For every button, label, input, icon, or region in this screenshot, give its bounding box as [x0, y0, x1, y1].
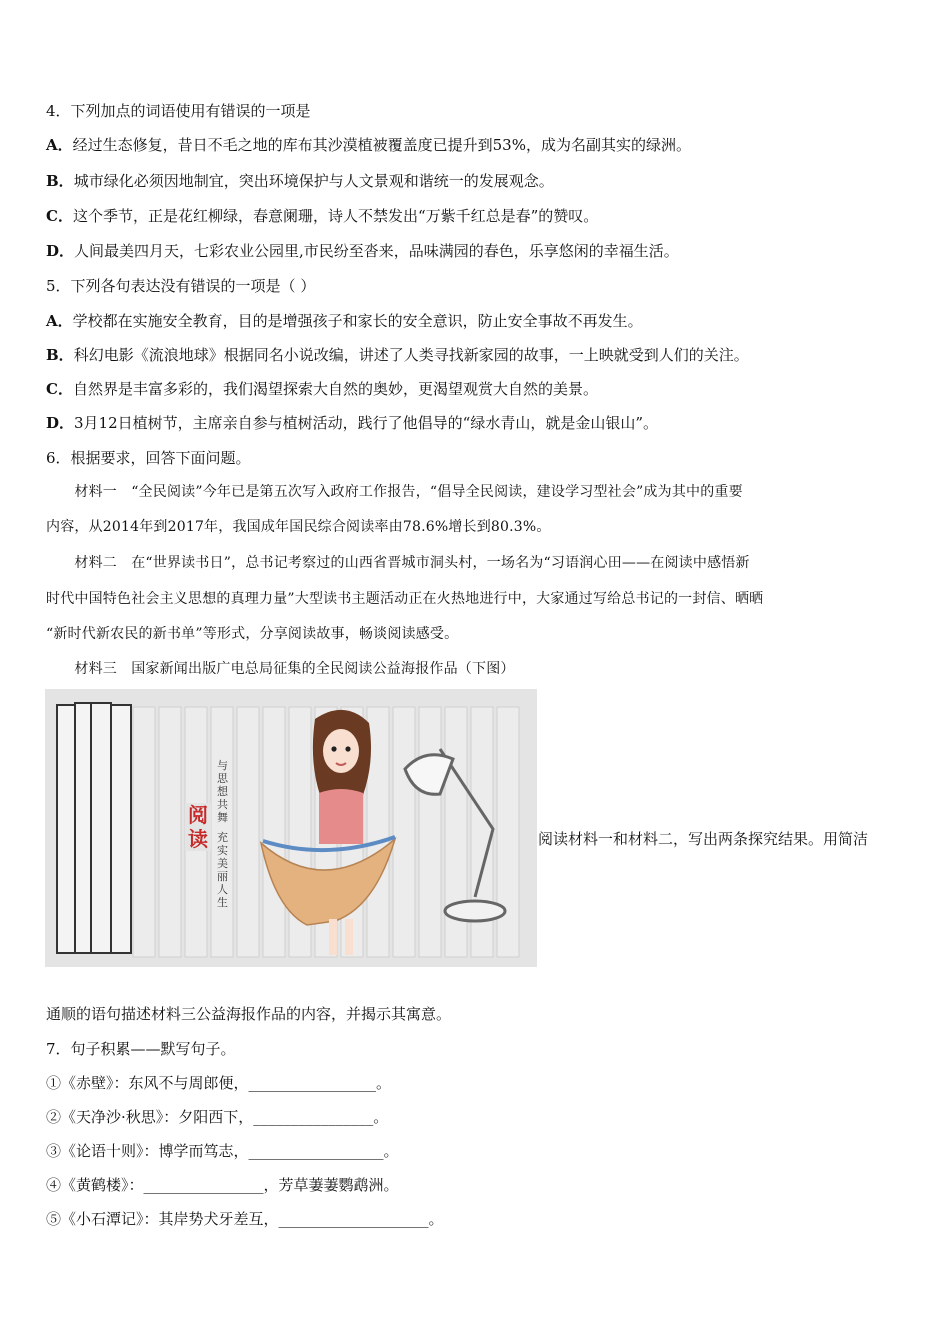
option-label: C．: [46, 380, 73, 398]
option-text: 城市绿化必须因地制宜，突出环境保护与人文景观和谐统一的发展观念。: [73, 172, 554, 190]
option-label: B．: [46, 172, 74, 190]
q6-task-text: 阅读材料一和材料二，写出两条探究结果。用简洁: [538, 830, 869, 848]
option-label: C．: [46, 207, 73, 225]
q6-stem: 6．根据要求，回答下面问题。: [46, 449, 251, 467]
q5-stem: 5．下列各句表达没有错误的一项是（ ）: [46, 277, 316, 295]
q7-item-5: ⑤《小石潭记》：其岸势犬牙差互，____________________。: [46, 1210, 444, 1228]
poster-vertical-text-a: 与思想共舞: [217, 759, 228, 824]
q4-option-d: [46, 241, 679, 261]
q7-stem: 7．句子积累——默写句子。: [46, 1040, 236, 1058]
option-text: 经过生态修复，昔日不毛之地的库布其沙漠植被覆盖度已提升到53%，成为名副其实的绿洲。: [72, 136, 691, 154]
q7-item-1: ①《赤壁》：东风不与周郎便，_________________。: [46, 1074, 392, 1092]
option-text: 自然界是丰富多彩的，我们渴望探索大自然的奥妙，更渴望观赏大自然的美景。: [72, 380, 598, 398]
option-label: B．: [46, 346, 74, 364]
option-label: D．: [46, 414, 75, 432]
q6-task-continuation: 通顺的语句描述材料三公益海报作品的内容，并揭示其寓意。: [46, 1005, 452, 1023]
material-two-line-1: 材料二 在“世界读书日”，总书记考察过的山西省晋城市洞头村，一场名为“习语润心田——在阅读中感悟新: [46, 555, 750, 571]
option-label: A．: [46, 136, 73, 154]
poster-title-text: 阅读: [188, 803, 208, 851]
q5-option-d: [46, 413, 658, 433]
q4-stem: 4．下列加点的词语使用有错误的一项是: [46, 102, 311, 120]
material-two-line-3: “新时代新农民的新书单”等形式，分享阅读故事，畅谈阅读感受。: [46, 626, 459, 642]
material-one-line-1: 材料一 “全民阅读”今年已是第五次写入政府工作报告，“倡导全民阅读，建设学习型社会”成为其中的重要: [46, 484, 743, 500]
option-text: 3月12日植树节，主席亲自参与植树活动，践行了他倡导的“绿水青山，就是金山银山”。: [74, 414, 658, 432]
option-text: 科幻电影《流浪地球》根据同名小说改编，讲述了人类寻找新家园的故事，一上映就受到人们的关注。: [73, 346, 749, 364]
q5-option-c: [46, 379, 598, 399]
poster-vertical-text-b: 充实美丽人生: [217, 831, 228, 909]
q7-item-2: ②《天净沙·秋思》：夕阳西下，________________。: [46, 1108, 389, 1126]
q4-option-c: [46, 206, 598, 226]
material-one-line-2: 内容，从2014年到2017年，我国成年国民综合阅读率由78.6%增长到80.3%。: [46, 519, 551, 535]
option-text: 学校都在实施安全教育，目的是增强孩子和家长的安全意识，防止安全事故不再发生。: [72, 312, 643, 330]
poster-illustration: [45, 689, 537, 967]
q7-item-4: ④《黄鹤楼》：________________，芳草萋萋鹦鹉洲。: [46, 1176, 399, 1194]
option-label: D．: [46, 242, 75, 260]
q5-option-a: [46, 311, 643, 331]
material-two-line-2: 时代中国特色社会主义思想的真理力量”大型读书主题活动正在火热地进行中，大家通过写给总书记的一封信、晒晒: [46, 591, 764, 607]
option-label: A．: [46, 312, 73, 330]
material-three: 材料三 国家新闻出版广电总局征集的全民阅读公益海报作品（下图）: [46, 661, 515, 677]
q4-option-b: [46, 171, 554, 191]
q4-option-a: [46, 135, 691, 155]
reading-poster-image: [45, 689, 537, 967]
q5-option-b: [46, 345, 749, 365]
option-text: 这个季节，正是花红柳绿，春意阑珊，诗人不禁发出“万紫千红总是春”的赞叹。: [72, 207, 599, 225]
q7-item-3: ③《论语十则》：博学而笃志，__________________。: [46, 1142, 399, 1160]
option-text: 人间最美四月天，七彩农业公园里,市民纷至沓来，品味满园的春色，乐享悠闲的幸福生活。: [74, 242, 679, 260]
